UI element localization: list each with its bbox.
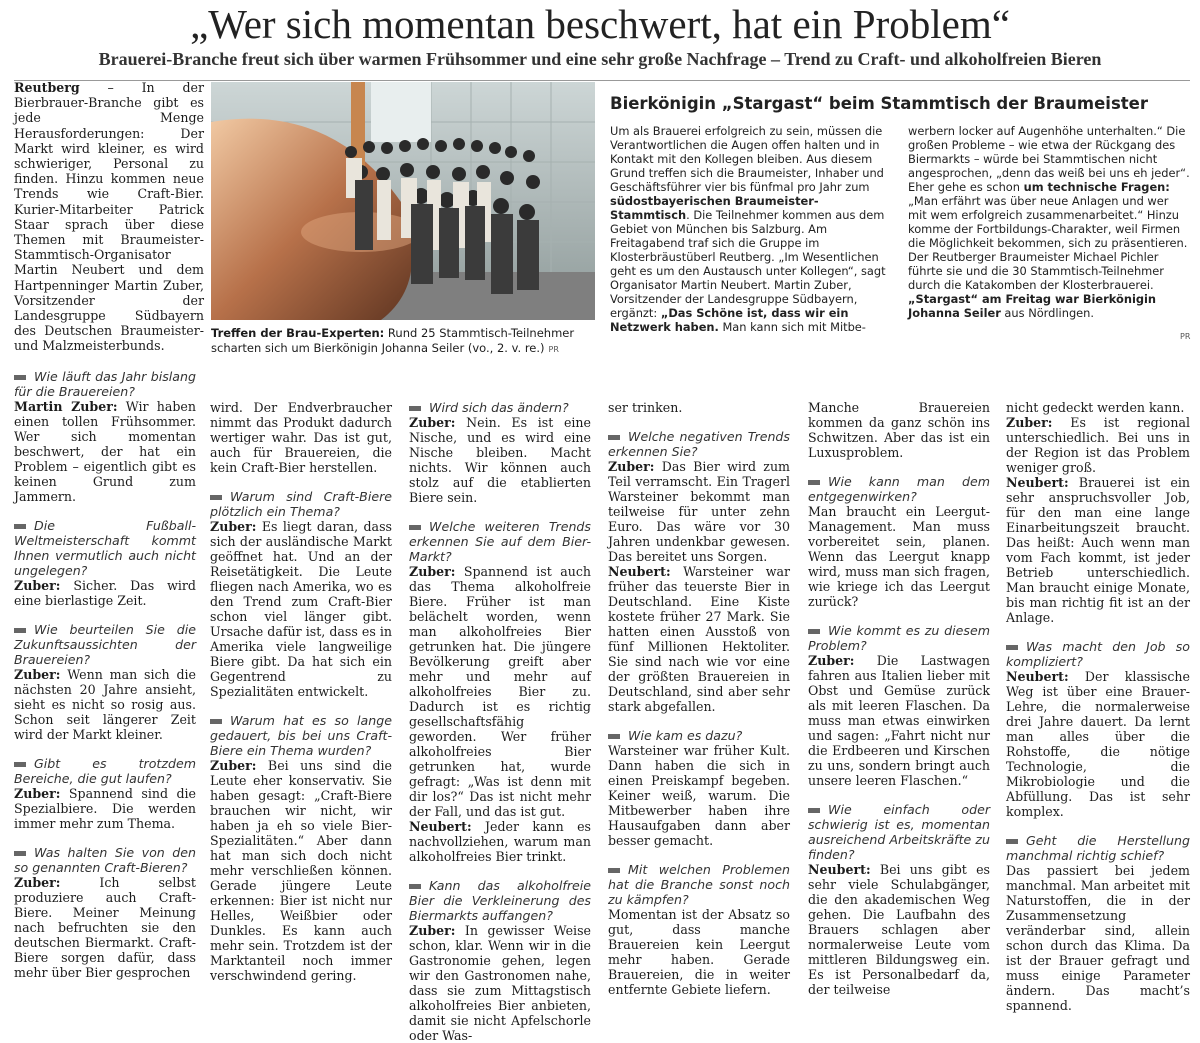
sidebar-column-1 bbox=[610, 124, 892, 334]
sidebar-title: Bierkönigin „Stargast“ beim Stammtisch der Braumeister bbox=[610, 94, 1148, 113]
brewery-photo-illustration bbox=[211, 82, 595, 320]
interview-question bbox=[14, 369, 196, 399]
interview-question bbox=[210, 713, 392, 758]
interview-answer bbox=[14, 786, 196, 831]
interview-question bbox=[409, 400, 591, 415]
interview-question bbox=[14, 756, 196, 786]
question-text: Die Fußball-Weltmeisterschaft kommt Ihnen vermutlich auch nicht ungelegen? bbox=[14, 518, 196, 578]
sidebar-text: Man kann sich mit Mitbe- bbox=[718, 320, 866, 334]
answer-text: Bei uns gibt es sehr viele Schulabgänger, die den akademischen Weg gehen. Die Laufbahn des Brauers schlagen aber normalerweise Leute vom mittleren Bildungsweg ein. Es ist Personalbedarf da, der teilweise bbox=[808, 862, 990, 997]
answer-text: Sicher. Das wird eine bierlastige Zeit. bbox=[14, 578, 196, 608]
sidebar-credit: PR bbox=[1180, 332, 1191, 341]
question-text: Wie kann man dem entgegenwirken? bbox=[808, 474, 990, 504]
answer-text: Der klassische Weg ist über eine Brauer-Lehre, die normalerweise drei Jahre dauert. Da lernt man alles über die Rohstoffe, die nötige Technologie, die Mikrobiologie und die Abfüllung. Das ist sehr komplex. bbox=[1006, 669, 1190, 819]
speaker-name: Zuber: bbox=[14, 667, 61, 682]
answer-text: In gewisser Weise schon, klar. Wenn wir in die Gastronomie gehen, legen wir den Gastronomen nahe, dass sie zum Mittagstisch alkoholfreies Bier anbieten, damit sie nicht Apfelschorle oder Was- bbox=[409, 923, 591, 1043]
interview-column-2 bbox=[210, 400, 392, 983]
sidebar-text: „Man erfährt was über neue Anlagen und wer mit wem erfolgreich zusammenarbeitet.“ Hinzu komme der Fortbildungs-Charakter, weil Firmen die Möglichkeit bekommen, sich zu präsentieren. Der Reutberger Braumeister Michael Pichler führte sie und die 30 Stammtisch-Teilnehmer durch die Katakomben der Klosterbrauerei. bbox=[908, 194, 1188, 292]
question-text: Wird sich das ändern? bbox=[429, 400, 569, 415]
question-marker bbox=[14, 375, 26, 380]
question-marker bbox=[808, 629, 820, 634]
speaker-name: Zuber: bbox=[14, 578, 61, 593]
answer-text: Die Lastwagen fahren aus Italien lieber mit Obst und Gemüse zurück als mit leeren Flaschen. Da muss man etwas einwirken und sagen: „Fahrt nicht nur die Erdbeeren und Kirschen zu uns, sondern bringt auch unsere leeren Flaschen.“ bbox=[808, 653, 990, 788]
sidebar-emphasis: südostbayerischen Braumeister-Stammtisch bbox=[610, 194, 819, 222]
interview-answer bbox=[409, 564, 591, 819]
question-marker bbox=[808, 480, 820, 485]
answer-paragraph: wird. Der Endverbraucher nimmt das Produkt dadurch wertiger wahr. Das ist gut, auch für Brauereien, die kein Craft-Bier herstellen. bbox=[210, 400, 392, 475]
question-text: Geht die Herstellung manchmal richtig schief? bbox=[1006, 833, 1190, 863]
interview-column-5 bbox=[808, 400, 990, 997]
interview-answer bbox=[14, 578, 196, 608]
interview-answer bbox=[409, 415, 591, 505]
answer-paragraph: Das passiert bei jedem manchmal. Man arbeitet mit Naturstoffen, die in der Zusammensetzung veränderbar sind, allein schon durch das Klima. Da ist der Brauer gefragt und muss einige Parameter ändern. Das macht’s spannend. bbox=[1006, 863, 1190, 1013]
interview-answer bbox=[1006, 475, 1190, 625]
group-photo bbox=[211, 82, 595, 320]
photo-caption bbox=[211, 326, 595, 357]
interview-column-1 bbox=[14, 369, 196, 980]
question-marker bbox=[608, 734, 620, 739]
speaker-name: Martin Zuber: bbox=[14, 399, 118, 414]
question-marker bbox=[808, 808, 820, 813]
question-marker bbox=[409, 406, 421, 411]
interview-question bbox=[409, 878, 591, 923]
speaker-name: Zuber: bbox=[409, 564, 456, 579]
interview-question bbox=[608, 862, 790, 907]
interview-answer bbox=[14, 875, 196, 980]
answer-text: Es ist regional unterschiedlich. Bei uns in der Region ist das Problem weniger groß. bbox=[1006, 415, 1190, 475]
interview-answer bbox=[608, 459, 790, 564]
question-text: Wie beurteilen Sie die Zukunftsaussichten der Brauereien? bbox=[14, 622, 196, 667]
question-text: Wie kommt es zu diesem Problem? bbox=[808, 623, 990, 653]
sidebar-box bbox=[610, 93, 1195, 123]
answer-paragraph: Warsteiner war früher Kult. Dann haben die sich in einen Preiskampf begeben. Keiner weiß, warum. Die Mitbewerber haben ihre Hausaufgaben dann aber besser gemacht. bbox=[608, 743, 790, 848]
sidebar-text: Um als Brauerei erfolgreich zu sein, müssen die Verantwortlichen die Augen offen halten und in Kontakt mit den Kollegen bleiben. Aus diesem Grund treffen sich die Braumeister, Inhaber und Geschäftsführer vier bis fünfmal pro Jahr zum bbox=[610, 124, 884, 194]
sidebar-text: aus Nördlingen. bbox=[1000, 306, 1095, 320]
interview-answer bbox=[14, 399, 196, 504]
interview-question bbox=[409, 519, 591, 564]
answer-text: Warsteiner war früher das teuerste Bier in Deutschland. Eine Kiste kostete früher 27 Mark. Sie hatten einen Ausstoß von fünf Millionen Hektoliter. Sie sind nach wie vor eine der größten Brauereien in Deutschland, sind aber sehr stark abgefallen. bbox=[608, 564, 790, 714]
interview-question bbox=[14, 622, 196, 667]
interview-question bbox=[1006, 639, 1190, 669]
interview-question bbox=[1006, 833, 1190, 863]
speaker-name: Neubert: bbox=[608, 564, 671, 579]
caption-text: Rund 25 Stammtisch-Teilnehmer scharten sich um Bierkönigin Johanna Seiler (vo., 2. v. re.) bbox=[211, 326, 575, 355]
interview-question bbox=[808, 623, 990, 653]
question-marker bbox=[210, 495, 222, 500]
answer-text: Wir haben einen tollen Frühsommer. Wer sich momentan beschwert, der hat ein Problem – eigentlich gibt es keinen Grund zum Jammern. bbox=[14, 399, 196, 504]
interview-answer bbox=[608, 564, 790, 714]
question-text: Welche negativen Trends erkennen Sie? bbox=[608, 429, 790, 459]
answer-paragraph: Momentan ist der Absatz so gut, dass manche Brauereien kein Leergut mehr haben. Gerade Brauereien, die in weiter entfernte Gebiete liefern. bbox=[608, 907, 790, 997]
interview-column-6 bbox=[1006, 400, 1190, 1013]
interview-question bbox=[608, 728, 790, 743]
speaker-name: Zuber: bbox=[808, 653, 855, 668]
speaker-name: Neubert: bbox=[808, 862, 871, 877]
subheadline: Brauerei-Branche freut sich über warmen Frühsommer und eine sehr große Nachfrage – Trend zu Craft- und alkoholfreien Bieren bbox=[98, 49, 1102, 69]
answer-paragraph: Man braucht ein Leergut-Management. Man muss vorbereitet sein, planen. Wenn das Leergut knapp wird, muss man sich fragen, wie kriege ich das Leergut zurück? bbox=[808, 504, 990, 609]
answer-text: Brauerei ist ein sehr anspruchsvoller Job, für den man eine lange Einarbeitungszeit braucht. Das heißt: Auch wenn man vom Fach kommt, ist jeder Betrieb unterschiedlich. Man braucht einige Monate, bis man richtig fit ist an der Anlage. bbox=[1006, 475, 1190, 625]
question-marker bbox=[14, 762, 26, 767]
question-text: Wie kam es dazu? bbox=[628, 728, 743, 743]
speaker-name: Zuber: bbox=[1006, 415, 1053, 430]
interview-question bbox=[608, 429, 790, 459]
speaker-name: Neubert: bbox=[409, 819, 472, 834]
answer-text: Spannend sind die Spezialbiere. Die werden immer mehr zum Thema. bbox=[14, 786, 196, 831]
question-text: Was halten Sie von den so genannten Craft-Bieren? bbox=[14, 845, 196, 875]
speaker-name: Zuber: bbox=[210, 519, 257, 534]
speaker-name: Neubert: bbox=[1006, 669, 1069, 684]
question-marker bbox=[14, 851, 26, 856]
answer-text: Ich selbst produziere auch Craft-Biere. Meiner Meinung nach befruchten sie den deutschen Biermarkt. Craft-Biere sorgen dafür, dass mehr über Bier gesprochen bbox=[14, 875, 196, 980]
interview-answer bbox=[409, 819, 591, 864]
sidebar-text: . Die Teilnehmer kommen aus dem Gebiet von München bis Salzburg. Am Freitagabend traf sich die Gruppe im Klosterbräustüberl Reutberg. „Im Wesentlichen geht es um den Austausch unter Kollegen“, sagt Organisator Martin Neubert. Martin Zuber, Vorsitzender der Landesgruppe Südbayern, ergänzt: bbox=[610, 208, 886, 320]
speaker-name: Zuber: bbox=[409, 923, 456, 938]
speaker-name: Zuber: bbox=[14, 786, 61, 801]
question-text: Welche weiteren Trends erkennen Sie auf dem Bier-Markt? bbox=[409, 519, 591, 564]
speaker-name: Zuber: bbox=[210, 758, 257, 773]
headline: „Wer sich momentan beschwert, hat ein Problem“ bbox=[190, 1, 1010, 47]
answer-text: Nein. Es ist eine Nische, und es wird eine Nische bleiben. Macht nichts. Wir können auch stolz auf die etablierten Biere sein. bbox=[409, 415, 591, 505]
speaker-name: Zuber: bbox=[409, 415, 456, 430]
speaker-name: Zuber: bbox=[608, 459, 655, 474]
speaker-name: Zuber: bbox=[14, 875, 61, 890]
interview-answer bbox=[808, 653, 990, 788]
question-text: Warum hat es so lange gedauert, bis bei uns Craft-Biere ein Thema wurden? bbox=[210, 713, 392, 758]
answer-text: Wenn man sich die nächsten 20 Jahre ansieht, sieht es nicht so rosig aus. Schon seit längerer Zeit wird der Markt kleiner. bbox=[14, 667, 196, 742]
interview-question bbox=[210, 489, 392, 519]
question-text: Wie läuft das Jahr bislang für die Brauereien? bbox=[14, 369, 196, 399]
interview-answer bbox=[1006, 669, 1190, 819]
answer-paragraph: ser trinken. bbox=[608, 400, 683, 415]
caption-bold: Treffen der Brau-Experten: bbox=[211, 326, 385, 340]
question-text: Wie einfach oder schwierig ist es, momentan ausreichend Arbeitskräfte zu finden? bbox=[808, 802, 990, 862]
answer-text: Es liegt daran, dass sich der ausländische Markt geöffnet hat. Und an der Reisetätigkeit. Die Leute fliegen nach Amerika, wo es den Trend zum Craft-Bier schon viel länger gibt. Ursache dafür ist, dass es in Amerika viele langweilige Biere gibt. Da hat sich ein Gegentrend zu Spezialitäten entwickelt. bbox=[210, 519, 392, 699]
answer-paragraph: Manche Brauereien kommen da ganz schön ins Schwitzen. Aber das ist ein Luxusproblem. bbox=[808, 400, 990, 460]
question-marker bbox=[409, 884, 421, 889]
interview-answer bbox=[1006, 415, 1190, 475]
question-marker bbox=[1006, 645, 1018, 650]
answer-text: Das Bier wird zum Teil verramscht. Ein Tragerl Warsteiner bekommt man teilweise für unter zehn Euro. Das wäre vor 30 Jahren undenkbar gewesen. Das bereitet uns Sorgen. bbox=[608, 459, 790, 564]
question-marker bbox=[14, 628, 26, 633]
sidebar-emphasis: „Stargast“ am Freitag war Bierkönigin Johanna Seiler bbox=[908, 292, 1157, 320]
question-text: Mit welchen Problemen hat die Branche sonst noch zu kämpfen? bbox=[608, 862, 790, 907]
interview-answer bbox=[210, 519, 392, 699]
interview-column-4 bbox=[608, 400, 790, 997]
sidebar-emphasis: „Das Schöne ist, dass wir ein Netzwerk haben. bbox=[610, 306, 849, 334]
interview-question bbox=[808, 474, 990, 504]
intro-body: – In der Bierbrauer-Branche gibt es jede Menge Herausforderungen: Der Markt wird kleiner, es wird schwieriger, Personal zu finden. Hinzu kommen neue Trends wie Craft-Bier. Kurier-Mitarbeiter Patrick Staar sprach über diese Themen mit Braumeister-Stammtisch-Organisator Martin Neubert und dem Hartpenninger Martin Zuber, Vorsitzender der Landesgruppe Südbayern des Deutschen Braumeister- und Malzmeisterbunds. bbox=[14, 80, 204, 354]
sidebar-emphasis: um technische Fragen: bbox=[1023, 180, 1170, 194]
interview-question bbox=[808, 802, 990, 862]
question-marker bbox=[608, 868, 620, 873]
question-text: Was macht den Job so kompliziert? bbox=[1006, 639, 1190, 669]
answer-paragraph: nicht gedeckt werden kann. bbox=[1006, 400, 1185, 415]
interview-column-3 bbox=[409, 400, 591, 1043]
sidebar-column-2 bbox=[908, 124, 1190, 320]
question-marker bbox=[14, 524, 26, 529]
intro-text bbox=[14, 80, 204, 354]
speaker-name: Neubert: bbox=[1006, 475, 1069, 490]
answer-text: Bei uns sind die Leute eher konservativ. Sie haben gesagt: „Craft-Biere brauchen wir nicht, wir haben ja eh so viele Bier-Spezialitäten.“ Aber dann hat man sich doch nicht mehr verschließen können. Gerade jüngere Leute erkennen: Bier ist nicht nur Helles, Weißbier oder Dunkles. Es kann auch mehr sein. Trotzdem ist der Marktanteil noch immer verschwindend gering. bbox=[210, 758, 392, 983]
question-marker bbox=[210, 719, 222, 724]
sidebar-text: werbern locker auf Augenhöhe unterhalten.“ Die großen Probleme – wie etwa der Rückgang des Biermarkts – würde bei Stammtischen nicht angesprochen, „denn das weiß bei uns eh jeder“. Eher gehe es schon bbox=[908, 124, 1190, 194]
question-marker bbox=[1006, 839, 1018, 844]
answer-text: Jeder kann es nachvollziehen, warum man alkoholfreies Bier trinkt. bbox=[409, 819, 591, 864]
question-text: Gibt es trotzdem Bereiche, die gut laufen? bbox=[14, 756, 196, 786]
question-text: Kann das alkoholfreie Bier die Verkleinerung des Biermarkts auffangen? bbox=[409, 878, 591, 923]
interview-answer bbox=[409, 923, 591, 1043]
interview-question bbox=[14, 845, 196, 875]
photo-credit: PR bbox=[548, 345, 559, 354]
answer-text: Spannend ist auch das Thema alkoholfreie Biere. Früher ist man belächelt worden, wenn man alkoholfreies Bier getrunken hat. Die jüngere Bevölkerung greift aber mehr und mehr auf alkoholfreies Bier zu. Dadurch ist es richtig gesellschaftsfähig geworden. Wer früher alkoholfreies Bier getrunken hat, wurde gefragt: „Was ist denn mit dir los?“ Das ist nicht mehr der Fall, und das ist gut. bbox=[409, 564, 591, 819]
interview-question bbox=[14, 518, 196, 578]
question-text: Warum sind Craft-Biere plötzlich ein Thema? bbox=[210, 489, 392, 519]
question-marker bbox=[608, 435, 620, 440]
interview-answer bbox=[14, 667, 196, 742]
dateline: Reutberg bbox=[14, 80, 80, 95]
question-marker bbox=[409, 525, 421, 530]
interview-answer bbox=[808, 862, 990, 997]
interview-answer bbox=[210, 758, 392, 983]
